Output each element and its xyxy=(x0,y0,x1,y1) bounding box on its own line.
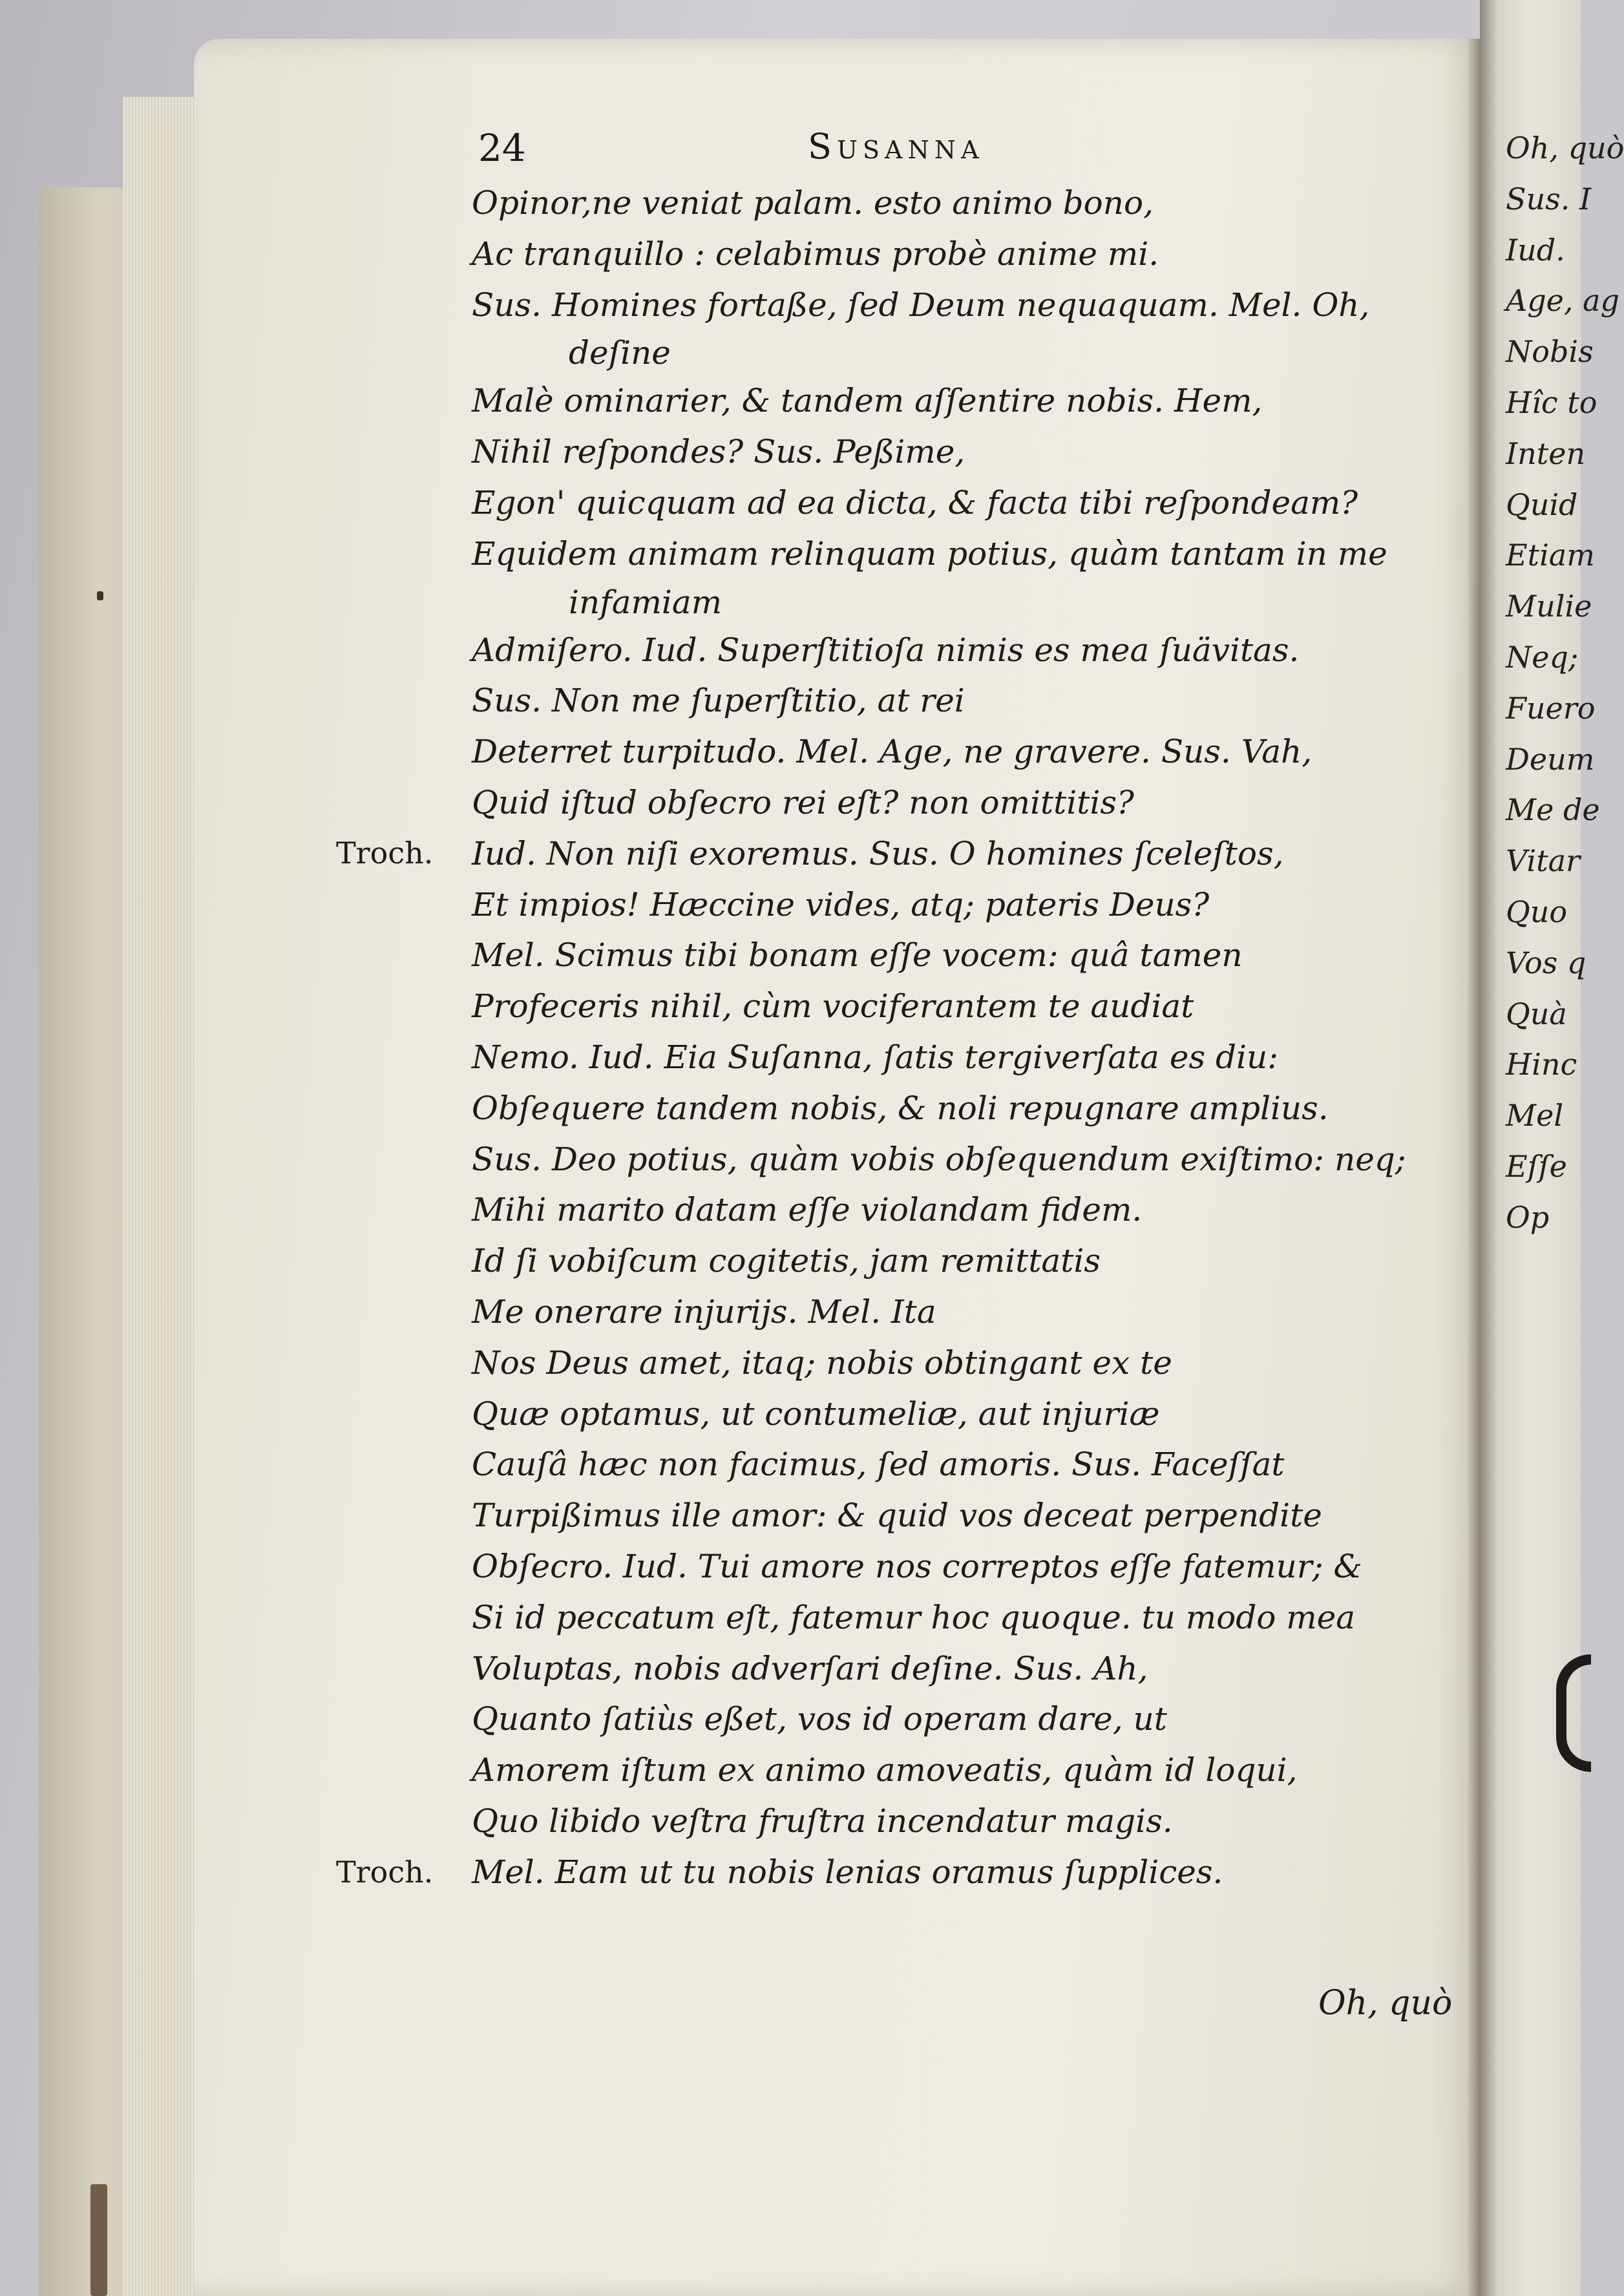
facing-line: Hinc xyxy=(1506,1047,1577,1082)
ink-spot xyxy=(97,591,103,600)
text-line: Ac tranquillo : celabimus probè anime mi. xyxy=(472,235,1159,273)
text-line: Turpißimus ille amor: & quid vos deceat perpendite xyxy=(472,1497,1322,1535)
text-line: Profeceris nihil, cùm vociferantem te audiat xyxy=(472,987,1194,1026)
facing-line: Etiam xyxy=(1506,538,1595,573)
facing-line: Vitar xyxy=(1506,843,1581,879)
text-line: Equidem animam relinquam potius, quàm tantam in me xyxy=(472,534,1387,573)
running-title: Susanna xyxy=(808,126,984,167)
text-line: Mel. Scimus tibi bonam eſſe vocem: quâ tamen xyxy=(472,936,1243,974)
facing-line: Fuero xyxy=(1506,690,1596,726)
text-line: Et impios! Hæccine vides, atq; pateris Deus? xyxy=(472,885,1210,923)
text-line: infamiam xyxy=(569,583,722,621)
facing-line: Age, ag xyxy=(1506,283,1620,319)
text-line: Malè ominarier, & tandem aſſentire nobis. Hem, xyxy=(472,382,1263,420)
text-line: Mihi marito datam eſſe violandam fidem. xyxy=(472,1191,1143,1229)
text-line: Egon' quicquam ad ea dicta, & facta tibi reſpondeam? xyxy=(472,483,1358,521)
page-number: 24 xyxy=(478,126,526,170)
text-line: Quo libido veſtra fruſtra incendatur magis. xyxy=(472,1802,1173,1840)
facing-line: Nobis xyxy=(1506,334,1594,370)
facing-line: Eſſe xyxy=(1506,1148,1567,1184)
facing-page-text xyxy=(1506,123,1624,1243)
text-line: Me onerare injurijs. Mel. Ita xyxy=(472,1292,936,1331)
text-line: Quanto ſatiùs eßet, vos id operam dare, ut xyxy=(472,1700,1167,1738)
text-line: Opinor,ne veniat palam. esto animo bono, xyxy=(472,184,1154,222)
facing-line: Inten xyxy=(1506,436,1586,471)
text-line: Quid iſtud obſecro rei eſt? non omittitis? xyxy=(472,783,1134,821)
facing-line: Mulie xyxy=(1506,589,1592,624)
facing-line: Quà xyxy=(1506,996,1567,1031)
text-line: Sus. Homines fortaße, ſed Deum nequaquam. Mel. Oh, xyxy=(472,286,1370,324)
text-line: Nemo. Iud. Eia Suſanna, ſatis tergiverſata es diu: xyxy=(472,1038,1279,1076)
facing-line: Quid xyxy=(1506,487,1578,522)
text-line: Mel. Eam ut tu nobis lenias oramus ſupplices. xyxy=(472,1853,1223,1891)
facing-line: Sus. I xyxy=(1506,181,1592,216)
text-line: Nihil reſpondes? Sus. Peßime, xyxy=(472,433,965,471)
facing-line: Vos q xyxy=(1506,945,1587,980)
facing-line: Me de xyxy=(1506,792,1600,828)
text-line: Quæ optamus, ut contumeliæ, aut injuriæ xyxy=(472,1395,1160,1433)
facing-line: Hîc to xyxy=(1506,384,1598,420)
text-line: Amorem iſtum ex animo amoveatis, quàm id loqui, xyxy=(472,1751,1298,1789)
facing-line: Iud. xyxy=(1506,232,1565,268)
catchword: Oh, quò xyxy=(1318,1984,1453,2023)
text-line: Nos Deus amet, itaq; nobis obtingant ex te xyxy=(472,1343,1172,1382)
text-line: Admiſero. Iud. Superſtitioſa nimis es mea ſuävitas. xyxy=(472,631,1300,669)
text-line: Id ſi vobiſcum cogitetis, jam remittatis xyxy=(472,1242,1101,1280)
facing-line: Oh, quò xyxy=(1506,131,1624,165)
facing-line: Deum xyxy=(1506,741,1595,777)
text-line: Voluptas, nobis adverſari deſine. Sus. Ah, xyxy=(472,1649,1148,1687)
facing-line: Neq; xyxy=(1506,639,1579,675)
initial-letter-fragment xyxy=(1556,1654,1591,1772)
text-line: Sus. Non me ſuperſtitio, at rei xyxy=(472,682,965,720)
binding-strip xyxy=(90,2184,107,2296)
text-line: Cauſâ hæc non facimus, ſed amoris. Sus. Faceſſat xyxy=(472,1446,1285,1484)
text-line: deſine xyxy=(569,334,671,372)
text-line: Obſequere tandem nobis, & noli repugnare amplius. xyxy=(472,1089,1329,1127)
text-line: Obſecro. Iud. Tui amore nos correptos eſſe fatemur; & xyxy=(472,1547,1362,1585)
margin-note: Troch. xyxy=(336,836,434,870)
text-line: Sus. Deo potius, quàm vobis obſequendum exiſtimo: neq; xyxy=(472,1140,1406,1178)
text-line: Iud. Non niſi exoremus. Sus. O homines ſceleſtos, xyxy=(472,834,1284,872)
margin-note: Troch. xyxy=(336,1855,434,1890)
facing-line: Op xyxy=(1506,1199,1550,1235)
text-line: Si id peccatum eſt, fatemur hoc quoque. tu modo mea xyxy=(472,1598,1356,1636)
text-line: Deterret turpitudo. Mel. Age, ne gravere. Sus. Vah, xyxy=(472,733,1313,771)
facing-line: Mel xyxy=(1506,1098,1564,1133)
page-header xyxy=(478,126,1157,178)
text-block xyxy=(472,178,1473,1898)
facing-line: Quo xyxy=(1506,894,1568,929)
